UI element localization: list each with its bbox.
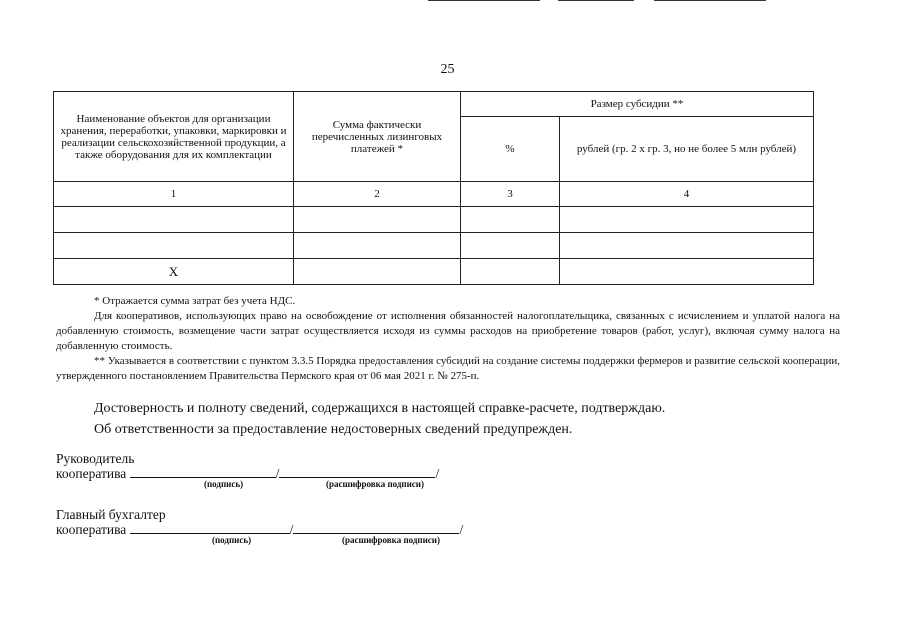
accountant-title-cooperative: кооператива (56, 522, 127, 537)
accountant-title: Главный бухгалтер (56, 507, 166, 522)
head-signature-block (56, 452, 439, 481)
head-signature-line[interactable] (130, 466, 276, 478)
table-row-total (54, 259, 814, 285)
accountant-name-line[interactable] (293, 522, 459, 534)
subsidy-table (53, 91, 814, 285)
header-leasing-payments: Сумма фактически перечисленных лизинговых платежей * (294, 92, 461, 182)
signature-separator: / (435, 466, 440, 481)
accountant-signature-caption: (подпись) (212, 535, 252, 545)
table-cell (461, 207, 560, 233)
head-name-line[interactable] (279, 466, 435, 478)
column-number: 3 (461, 182, 560, 207)
footnote-subsidy-order: ** Указывается в соответствии с пунктом 3.3.5 Порядка предоставления субсидий на создание системы поддержки фермеров и развитие сельской кооперации, утвержденного постановлением Правительства Пермского края от 06 мая 2021 г. № 275-п. (56, 355, 840, 382)
signature-separator: / (275, 466, 280, 481)
header-percent: % (461, 117, 560, 182)
table-cell (560, 207, 814, 233)
table-row (54, 207, 814, 233)
signature-separator: / (459, 522, 464, 537)
table-cell (461, 233, 560, 259)
head-signature-caption: (подпись) (204, 479, 244, 489)
table-cell (461, 259, 560, 285)
header-rubles: рублей (гр. 2 x гр. 3, но не более 5 млн рублей) (560, 117, 814, 182)
table-cell (54, 207, 294, 233)
column-number: 1 (54, 182, 294, 207)
accountant-signature-line[interactable] (130, 522, 290, 534)
confirmation-text (94, 398, 794, 440)
accountant-decoding-caption: (расшифровка подписи) (342, 535, 440, 545)
page-number: 25 (440, 62, 455, 77)
table-cell (54, 233, 294, 259)
table-cell (560, 259, 814, 285)
table-cell (560, 233, 814, 259)
head-title-cooperative: кооператива (56, 466, 127, 481)
accountant-signature-block (56, 508, 463, 537)
column-number: 2 (294, 182, 461, 207)
scan-artifact-line (428, 0, 540, 1)
table-cell (294, 259, 461, 285)
header-object-name: Наименование объектов для организации хранения, переработки, упаковки, маркировки и реализации сельскохозяйственной продукции, а также оборудования для их комплектации (54, 92, 294, 182)
footnote-vat: * Отражается сумма затрат без учета НДС. (94, 295, 296, 307)
footnotes (56, 294, 840, 384)
head-decoding-caption: (расшифровка подписи) (326, 479, 424, 489)
table-row (54, 233, 814, 259)
scan-artifact-line (558, 0, 634, 1)
head-title: Руководитель (56, 451, 135, 466)
header-subsidy-size: Размер субсидии ** (461, 92, 814, 117)
column-numbers-row (54, 182, 814, 207)
table-cell-x: X (54, 259, 294, 285)
footnote-cooperatives: Для кооперативов, использующих право на освобождение от исполнения обязанностей налогоплательщика, связанных с исчислением и уплатой налога на добавленную стоимость, возмещение части затрат осуществляется исходя из суммы расходов на приобретение товаров (работ, услуг), включая сумму налога на добавленную стоимость. (56, 310, 840, 352)
confirmation-line-1: Достоверность и полноту сведений, содержащихся в настоящей справке-расчете, подтверждаю. (94, 401, 666, 416)
column-number: 4 (560, 182, 814, 207)
table-cell (294, 233, 461, 259)
scan-artifact-line (654, 0, 766, 1)
signature-separator: / (289, 522, 294, 537)
table-cell (294, 207, 461, 233)
confirmation-line-2: Об ответственности за предоставление недостоверных сведений предупрежден. (94, 422, 573, 437)
